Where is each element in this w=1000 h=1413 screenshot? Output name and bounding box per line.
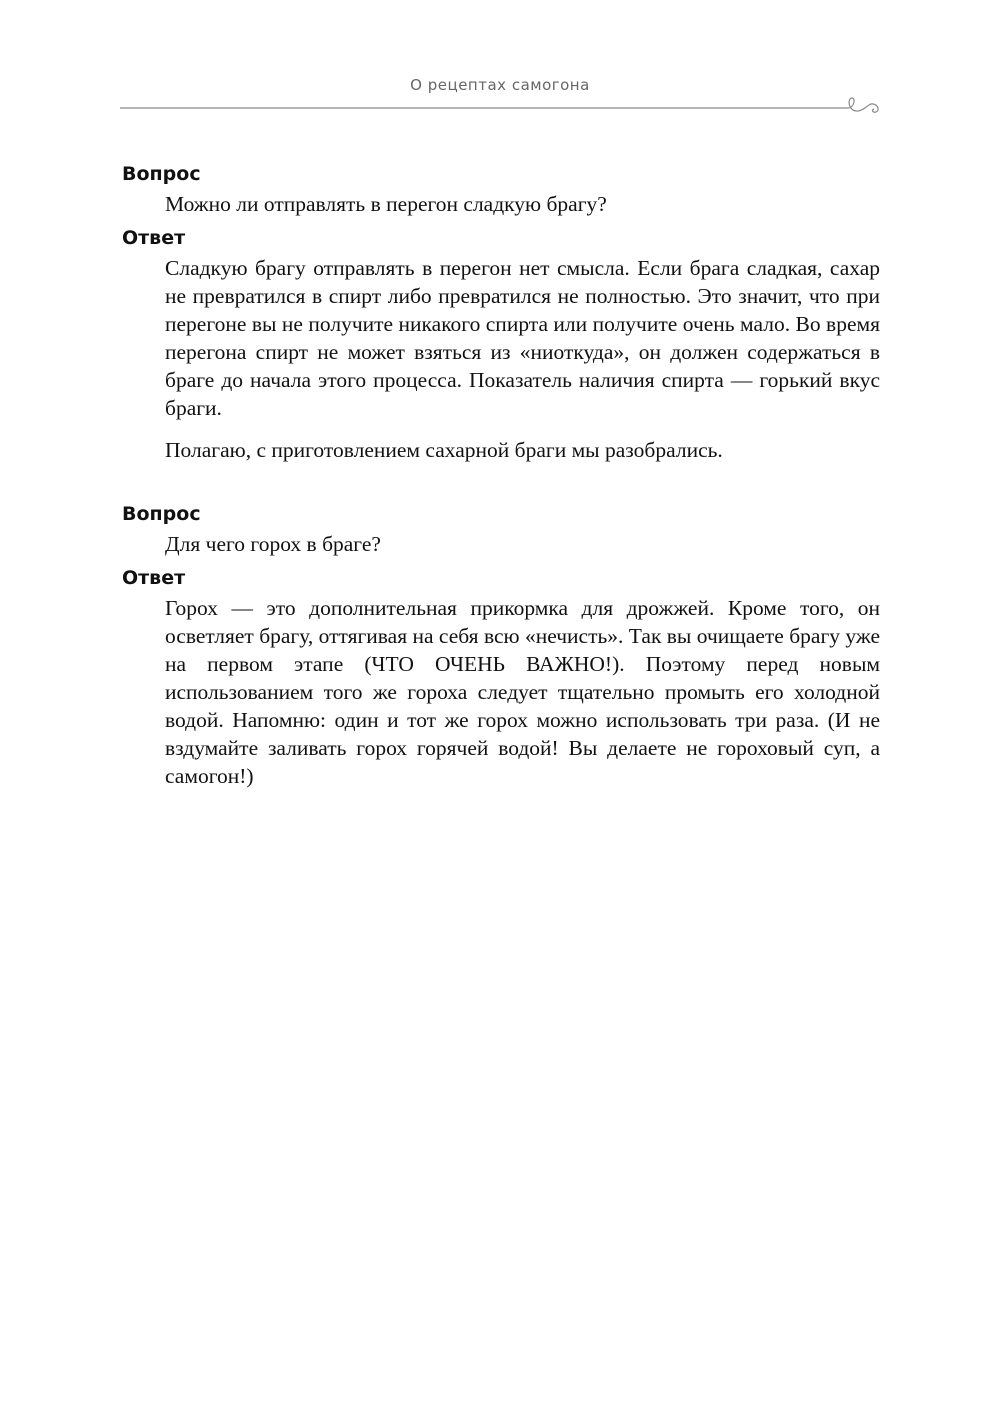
answer-paragraph: Сладкую брагу отправлять в перегон нет смысла. Если брага сладкая, сахар не превратился в спирт либо превратился не полностью. Это значит, что при перегоне вы не получите никакого спирта или получите очень мало. Во время перегона спирт не может взяться из «ниоткуда», он должен содержаться в браге до начала этого процесса. Показатель наличия спирта — горький вкус браги. xyxy=(165,256,880,420)
qa-block-2 xyxy=(122,498,880,790)
header-rule xyxy=(120,94,882,118)
question-text: Для чего горох в браге? xyxy=(165,532,381,556)
question-label: Вопрос xyxy=(122,503,201,525)
flourish-swirl-icon xyxy=(848,98,878,112)
question-text: Можно ли отправлять в перегон сладкую брагу? xyxy=(165,192,607,216)
qa-block-1 xyxy=(122,158,880,464)
running-head-title: О рецептах самогона xyxy=(410,76,590,94)
answer-label: Ответ xyxy=(122,227,186,249)
answer-paragraph: Горох — это дополнительная прикормка для дрожжей. Кроме того, он осветляет брагу, оттягивая на себя всю «нечисть». Так вы очищаете брагу уже на первом этапе (ЧТО ОЧЕНЬ ВАЖНО!). Поэтому перед новым использованием того же гороха следует тщательно промыть его холодной водой. Напомню: один и тот же горох можно использовать три раза. (И не вздумайте заливать горох горячей водой! Вы делаете не гороховый суп, а самогон!) xyxy=(165,596,880,788)
question-label: Вопрос xyxy=(122,163,201,185)
answer-label: Ответ xyxy=(122,567,186,589)
answer-paragraph: Полагаю, с приготовлением сахарной браги мы разобрались. xyxy=(165,438,723,462)
page-content xyxy=(122,158,880,790)
